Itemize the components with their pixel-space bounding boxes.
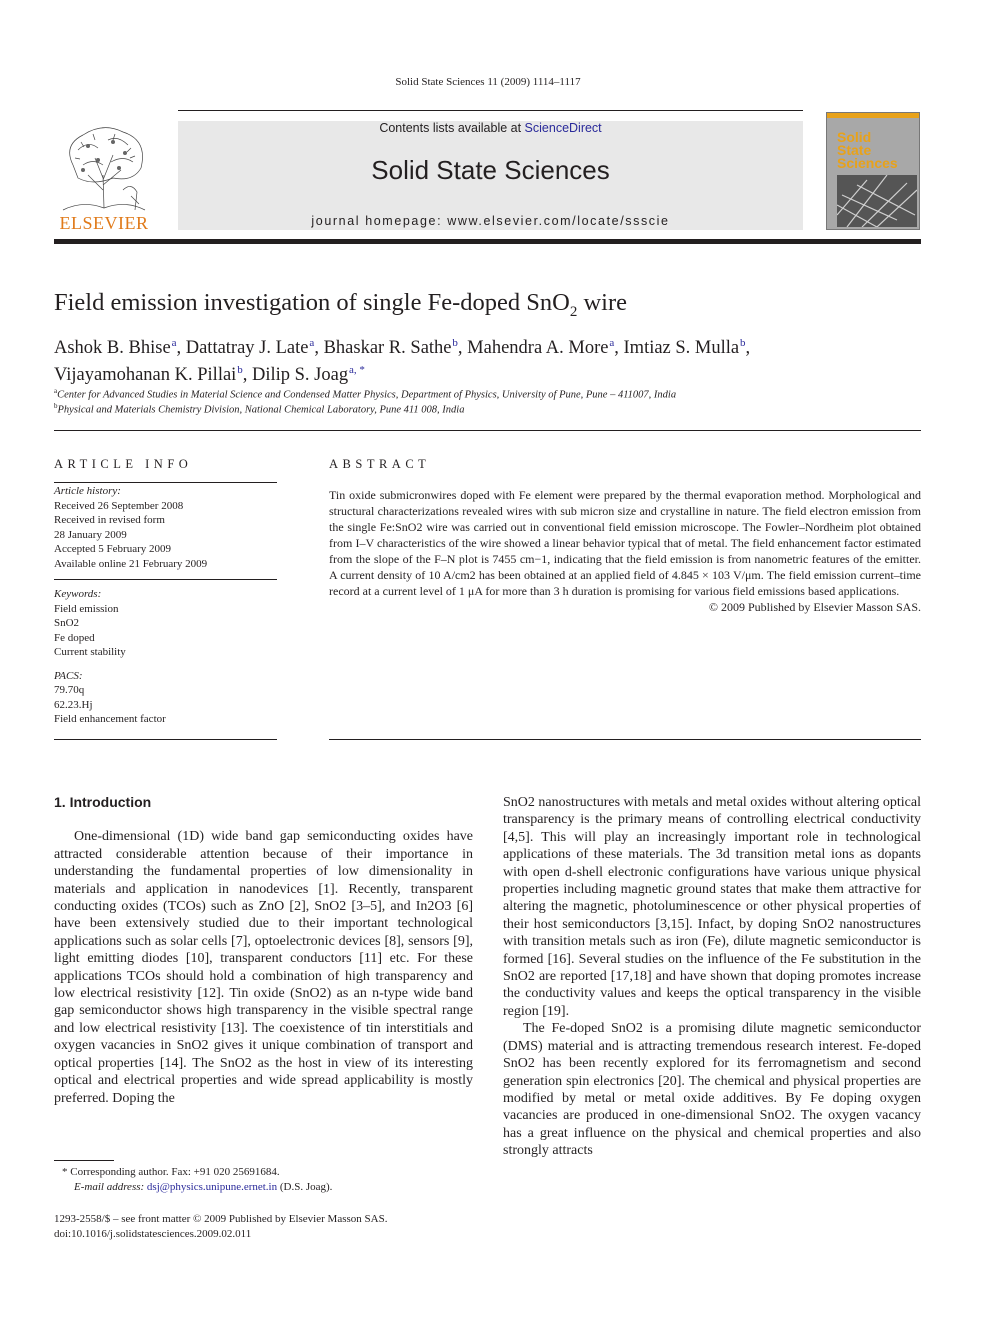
author-separator: , (176, 338, 186, 359)
intro-paragraph-3: The Fe-doped SnO2 is a promising dilute magnetic semiconductor (DMS) material and is attracting tremendous research interest. Fe-doped SnO2 has been recently explored for its ferromagnetism and second generation spin electronics [20]. The chemical and physical properties are modified by metal or metal oxide additives. By Fe doping oxygen vacancies are produced in one-dimensional SnO2. The oxygen vacancy has a great influence on the physical and chemical properties and also strongly attracts (503, 1021, 921, 1159)
history-item: Received 26 September 2008 (54, 499, 184, 512)
title-main: Field emission investigation of single Fe-doped SnO (54, 289, 570, 316)
intro-paragraph-1: One-dimensional (1D) wide band gap semiconducting oxides have attracted considerable attention because of their importance in understanding the fundamental properties of low dimensionality in materials and application in nanodevices [1]. Recently, transparent conducting oxides (TCOs) such as ZnO [2], SnO2 [3–5], and In2O3 [6] have been extensively studied due to their important technological applications such as solar cells [7], optoelectronic devices [8], sensors [9], light emitting diodes [10], transparent conductors [11] etc. For these applications TCOs should hold a combination of high transparency and low electrical resistivity [12]. Tin oxide (SnO2) as an n-type wide band gap semiconductor shows high transparency in the visible spectral range and low electrical resistivity [13]. The coexistence of tin interstitials and oxygen vacancies in SnO2 gives it unique combination of transport and optical properties [14]. The SnO2 as the host in view of its interesting optical and electrical properties and wide spread applicability is mostly preferred. Doping the (54, 829, 473, 1106)
keywords-rule (54, 579, 277, 580)
journal-title: Solid State Sciences (371, 155, 610, 185)
author-name: Bhaskar R. Sathe (323, 338, 452, 359)
keyword-item: Current stability (54, 646, 126, 658)
email-note (54, 1180, 494, 1195)
author-affiliation-link[interactable]: a, * (349, 364, 365, 377)
affiliation-key: b (54, 402, 58, 410)
author-affiliation-link[interactable]: a (309, 337, 315, 349)
body-right-column (503, 794, 921, 1160)
pacs-label: PACS: (54, 669, 83, 682)
article-info (54, 484, 277, 727)
pacs-item: 79.70q (54, 684, 85, 696)
abstract-bottom-rule (329, 739, 921, 740)
author-separator: , (614, 338, 624, 359)
author-separator: , (457, 338, 468, 359)
author-name: Mahendra A. More (467, 338, 609, 359)
contents-line (178, 121, 803, 135)
corresponding-author-note: * Corresponding author. Fax: +91 020 25691684. (62, 1166, 280, 1178)
affiliation-rule (54, 430, 921, 431)
header-bottom-thick-rule (54, 239, 921, 244)
history-item: Accepted 5 February 2009 (54, 543, 171, 555)
cover-title-line3: Sciences (837, 155, 898, 171)
article-info-bottom-rule (54, 739, 277, 740)
author-name: Imtiaz S. Mulla (623, 338, 740, 359)
affiliation-b (54, 402, 464, 416)
author-list (54, 332, 924, 386)
author-name: Ashok B. Bhise (54, 338, 171, 359)
keyword-item: Field emission (54, 602, 119, 615)
article-info-rule (54, 482, 277, 483)
author-separator: , (745, 338, 751, 359)
title-end: wire (577, 289, 627, 316)
keyword-item: SnO2 (54, 617, 80, 629)
header-top-rule (178, 110, 803, 111)
author-affiliation-link[interactable]: b (740, 337, 746, 349)
affiliation-text: Center for Advanced Studies in Material Science and Condensed Matter Physics, Department of Physics, University of Pune, Pune – 411007, India (57, 389, 677, 401)
front-matter (54, 1212, 387, 1241)
author-separator: , (242, 365, 252, 386)
author-separator: , (314, 338, 324, 359)
cover-micrograph-icon (837, 175, 917, 227)
abstract-body (329, 487, 921, 615)
intro-paragraph-2: SnO2 nanostructures with metals and metal oxides without altering optical transparency is the primary means of controlling electrical conductivity [4,5]. This will play an increasingly important role in technological applications of these materials. The 3d transition metal ions as dopants with open d-shell electronic configurations have various unique physical properties including magnetic ground states that make them attractive for altering the magnetic, photoluminescence or other physical properties of their host semiconductors [3,15]. Infact, by doping SnO2 nanostructures with transition metals such as iron (Fe), dilute magnetic semiconductor is formed [16]. Several studies on the influence of the Fe substitution in the SnO2 are reported [17,18] and have shown that doping promotes increase the conductivity values and keeps the optical transparency in the visible region [19]. (503, 795, 921, 1019)
keyword-item: Fe doped (54, 631, 95, 644)
history-item: Available online 21 February 2009 (54, 557, 208, 570)
cover-title-line2: State (837, 142, 872, 158)
contents-prefix: Contents lists available at (379, 121, 525, 135)
history-item: Received in revised form (54, 514, 165, 526)
affiliation-text: Physical and Materials Chemistry Division, National Chemical Laboratory, Pune 411 008, India (57, 404, 465, 416)
email-link[interactable]: dsj@physics.unipune.ernet.in (146, 1181, 278, 1193)
doi-line[interactable]: doi:10.1016/j.solidstatesciences.2009.02.011 (54, 1227, 252, 1240)
email-suffix: (D.S. Joag). (277, 1181, 333, 1193)
footnote (54, 1165, 494, 1195)
author-affiliation-link[interactable]: b (237, 364, 243, 377)
sciencedirect-link[interactable]: ScienceDirect (524, 121, 602, 135)
affiliation-key: a (54, 387, 58, 395)
title-subscript: 2 (569, 303, 578, 320)
abstract-heading: ABSTRACT (329, 457, 431, 471)
elsevier-wordmark: ELSEVIER (59, 213, 149, 232)
cover-title-line1: Solid (837, 129, 872, 145)
pacs-item: 62.23.Hj (54, 698, 93, 711)
abstract-text: Tin oxide submicronwires doped with Fe element were prepared by the thermal evaporation method. Morphological and structural characterizations revealed wires with sub micron size and crystalline in nature. The field electron emission from the single Fe:SnO2 wire was carried out in conventional field emission microscope. The Fowler–Nordheim plot obtained from I–V characteristics of the wire showed a linear behavior typical that of metal. The field enhancement factor estimated from the slope of the F–N plot is 7455 cm−1, indicating that the field emission is from nanometric features of the emitter. A current density of 10 A/cm2 has been obtained at an applied field of 4.845 × 103 V/μm. The field emission current–time record at a current level of 1 μA for more than 3 h duration is promising for various field emissions based applications. (329, 488, 921, 598)
keywords-label: Keywords: (54, 588, 102, 600)
footnote-rule (54, 1160, 114, 1161)
journal-cover-image (826, 112, 920, 230)
article-title (54, 289, 627, 321)
journal-homepage[interactable]: journal homepage: www.elsevier.com/locate/ssscie (311, 214, 670, 228)
email-label: E-mail address: (74, 1181, 147, 1193)
article-info-heading: ARTICLE INFO (54, 457, 193, 471)
author-name: Dilip S. Joag (251, 365, 349, 386)
history-label: Article history: (54, 485, 121, 497)
history-item: 28 January 2009 (54, 528, 127, 541)
issn-line: 1293-2558/$ – see front matter © 2009 Published by Elsevier Masson SAS. (54, 1213, 388, 1225)
author-affiliation-link[interactable]: b (452, 337, 458, 349)
author-name: Vijayamohanan K. Pillai (54, 365, 237, 386)
section-heading-introduction: 1. Introduction (54, 794, 152, 810)
elsevier-tree-icon (53, 120, 155, 232)
affiliation-a (54, 387, 676, 401)
author-name: Dattatray J. Late (185, 338, 309, 359)
author-affiliation-link[interactable]: a (609, 337, 615, 349)
pacs-item: Field enhancement factor (54, 713, 166, 725)
journal-reference: Solid State Sciences 11 (2009) 1114–1117 (395, 76, 581, 88)
body-left-column (54, 794, 473, 1107)
elsevier-logo (53, 120, 155, 232)
author-affiliation-link[interactable]: a (171, 337, 177, 349)
journal-header-box (178, 121, 803, 230)
abstract-copyright: © 2009 Published by Elsevier Masson SAS. (708, 600, 921, 614)
